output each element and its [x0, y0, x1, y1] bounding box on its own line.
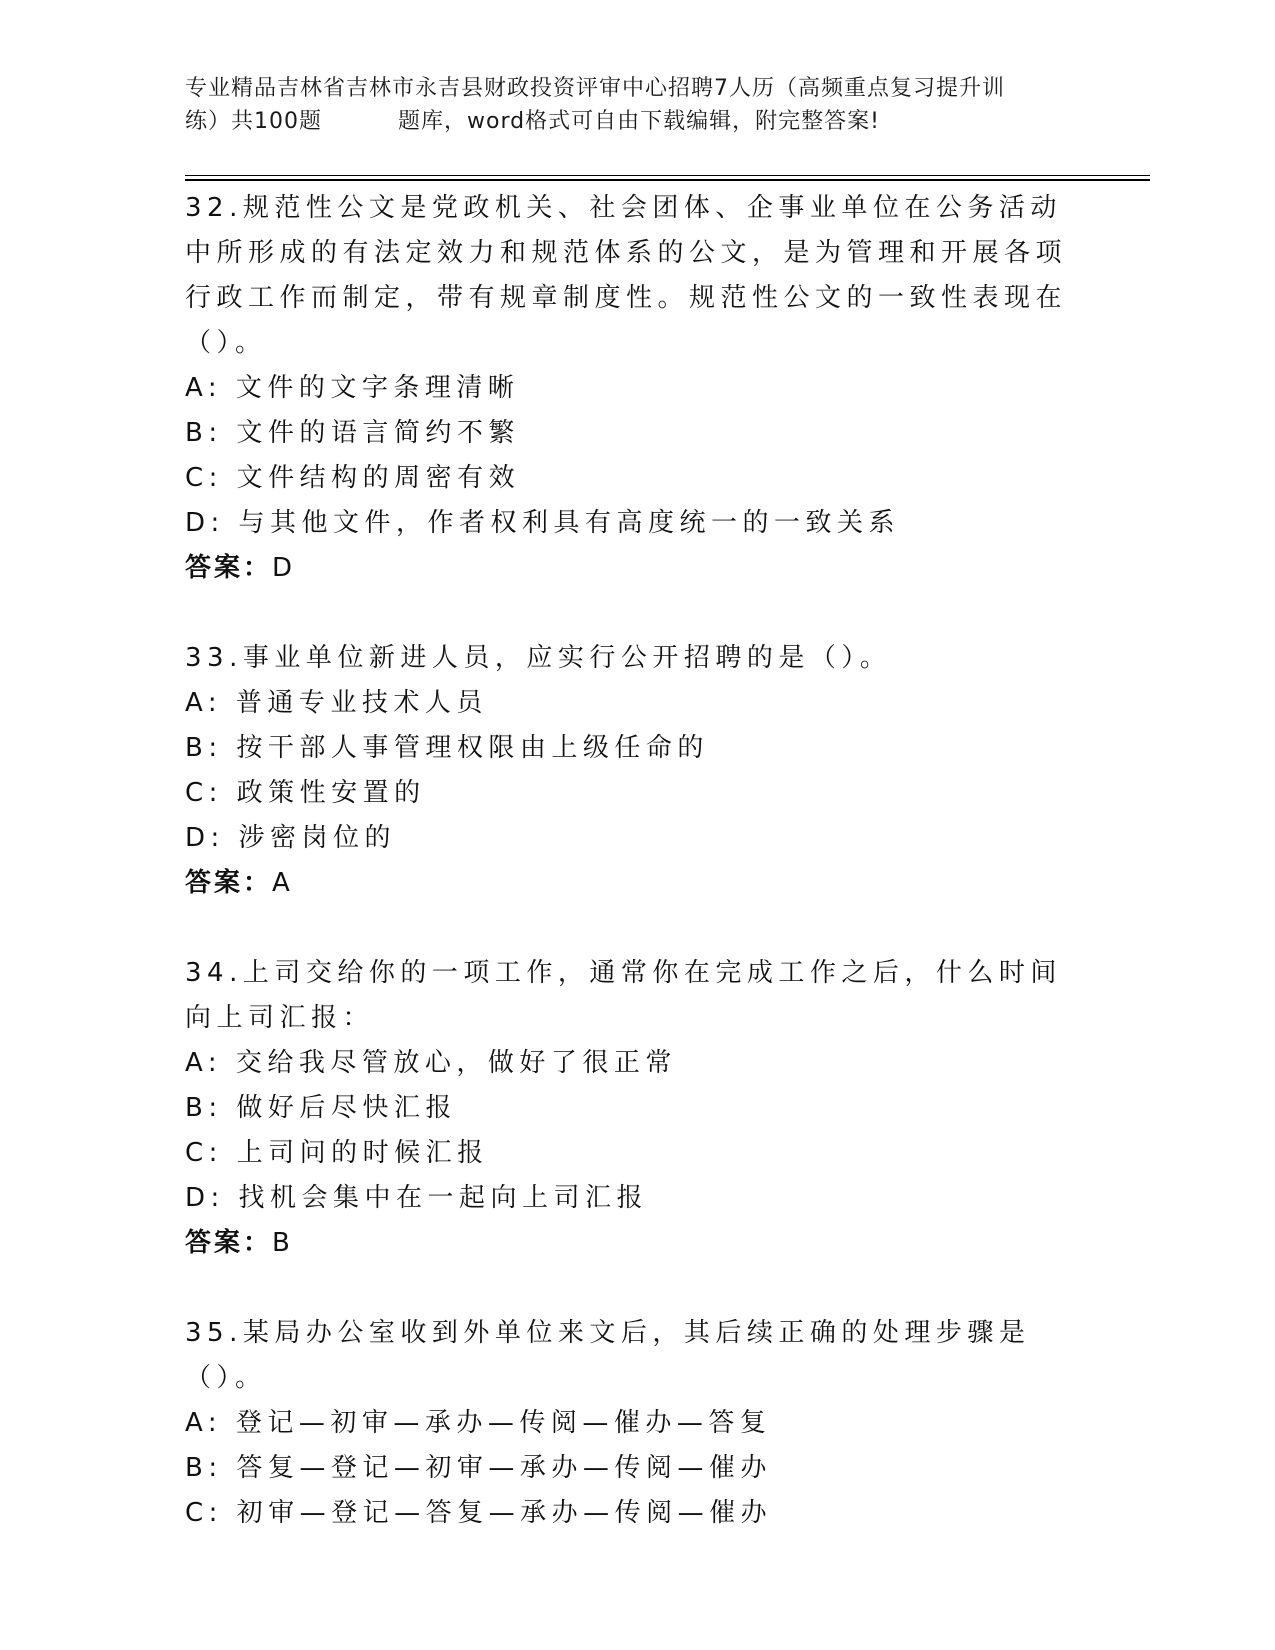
option-b: B: 答复—登记—初审—承办—传阅—催办 [185, 1453, 772, 1483]
header-divider-bottom [185, 179, 1150, 181]
question-stem: 35.某局办公室收到外单位来文后，其后续正确的处理步骤是（）。 [185, 1318, 1031, 1393]
option-a: A: 交给我尽管放心，做好了很正常 [185, 1048, 677, 1078]
answer-label: 答案： [185, 553, 273, 583]
option-b: B: 做好后尽快汇报 [185, 1093, 457, 1123]
option-a: A: 登记—初审—承办—传阅—催办—答复 [185, 1408, 772, 1438]
header-line-1: 专业精品吉林省吉林市永吉县财政投资评审中心招聘7人历（高频重点复习提升训 [185, 76, 1005, 101]
answer-line [185, 861, 1085, 906]
question-34 [185, 951, 1085, 1266]
question-stem: 33.事业单位新进人员，应实行公开招聘的是（）。 [185, 643, 892, 673]
document-header [185, 72, 1075, 138]
question-33 [185, 636, 1085, 906]
option-c: C: 政策性安置的 [185, 778, 426, 808]
question-stem: 32.规范性公文是党政机关、社会团体、企事业单位在公务活动中所形成的有法定效力和规范体系的公文，是为管理和开展各项行政工作而制定，带有规章制度性。规范性公文的一致性表现在（）。 [185, 193, 1068, 358]
option-d: D: 与其他文件，作者权利具有高度统一的一致关系 [185, 508, 901, 538]
header-divider-top [185, 175, 1150, 176]
header-line-2-right: 题库，word格式可自由下载编辑，附完整答案! [398, 109, 880, 134]
option-d: D: 找机会集中在一起向上司汇报 [185, 1183, 649, 1213]
answer-line [185, 1221, 1085, 1266]
option-c: C: 初审—登记—答复—承办—传阅—催办 [185, 1498, 773, 1528]
option-d: D: 涉密岗位的 [185, 823, 397, 853]
option-b: B: 按干部人事管理权限由上级任命的 [185, 733, 709, 763]
question-32 [185, 186, 1085, 591]
answer-label: 答案： [185, 1228, 273, 1258]
answer-label: 答案： [185, 868, 273, 898]
question-35 [185, 1311, 1085, 1536]
option-c: C: 上司问的时候汇报 [185, 1138, 489, 1168]
question-stem: 34.上司交给你的一项工作，通常你在完成工作之后，什么时间向上司汇报： [185, 958, 1062, 1033]
question-list [185, 186, 1085, 1581]
header-line-2 [185, 105, 1075, 138]
answer-value: A [272, 868, 293, 898]
answer-value: D [272, 553, 296, 583]
option-a: A: 普通专业技术人员 [185, 688, 488, 718]
option-a: A: 文件的文字条理清晰 [185, 373, 520, 403]
header-line-2-left: 练）共100题 [185, 109, 322, 134]
answer-value: B [272, 1228, 293, 1258]
option-b: B: 文件的语言简约不繁 [185, 418, 520, 448]
answer-line [185, 546, 1085, 591]
option-c: C: 文件结构的周密有效 [185, 463, 521, 493]
